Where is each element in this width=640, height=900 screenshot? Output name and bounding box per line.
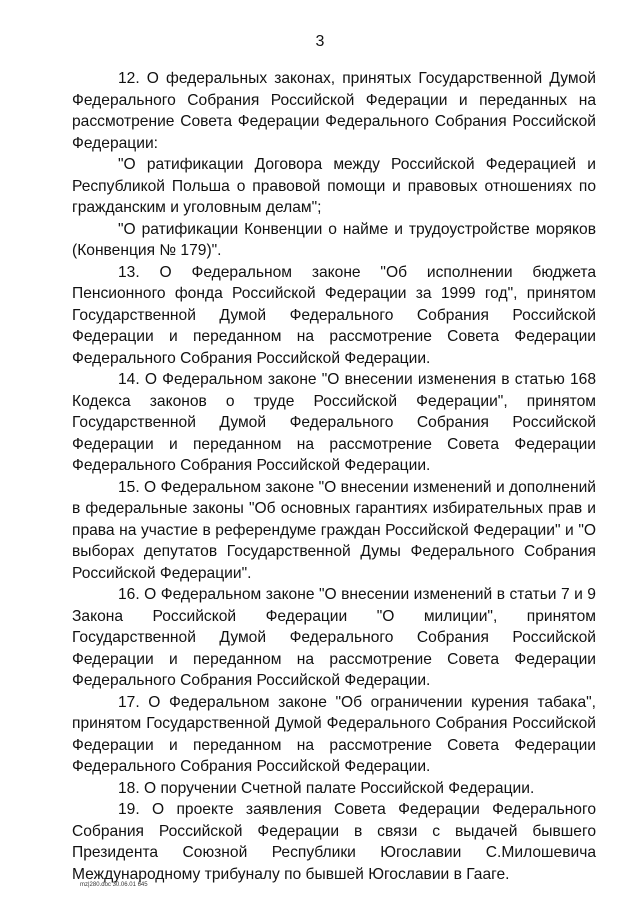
agenda-item-13: 13. О Федеральном законе "Об исполнении бюджета Пенсионного фонда Российской Федерации за 1999 год", принятом Государственной Думой Федерального Собрания Российской Федерации и переданном на рассмотрение Совета Федерации Федерального Собрания Российской Федерации. bbox=[72, 263, 596, 367]
agenda-item-12: 12. О федеральных законах, принятых Государственной Думой Федерального Собрания Российской Федерации и переданных на рассмотрение Совета Федерации Федерального Собрания Российской Федерации: bbox=[72, 70, 596, 152]
agenda-subitem-seafarers-convention: "О ратификации Конвенции о найме и трудоустройстве моряков (Конвенция № 179)". bbox=[72, 220, 596, 259]
agenda-item-14: 14. О Федеральном законе "О внесении изменения в статью 168 Кодекса законов о труде Российской Федерации", принятом Государственной Думой Федерального Собрания Российской Федерации и переданном на рассмотрение Совета Федерации Федерального Собрания Российской Федерации. bbox=[72, 371, 596, 474]
document-footer: mz|280.doc 30.06.01 645 bbox=[80, 882, 148, 888]
page-number: 3 bbox=[315, 33, 325, 50]
agenda-item-18: 18. О поручении Счетной палате Российской Федерации. bbox=[118, 779, 535, 797]
agenda-item-17: 17. О Федеральном законе "Об ограничении курения табака", принятом Государственной Думой Федерального Собрания Российской Федерации и переданном на рассмотрение Совета Федерации Федерального Собрания Российской Федерации. bbox=[72, 693, 596, 775]
agenda-item-16: 16. О Федеральном законе "О внесении изменений в статьи 7 и 9 Закона Российской Федерации "О милиции", принятом Государственной Думой Федерального Собрания Российской Федерации и переданном на рассмотрение Совета Федерации Федерального Собрания Российской Федерации. bbox=[72, 586, 596, 689]
agenda-item-15: 15. О Федеральном законе "О внесении изменений и дополнений в федеральные законы "Об основных гарантиях избирательных прав и права на участие в референдуме граждан Российской Федерации" и "О выборах депутатов Государственной Думы Федерального Собрания Российской Федерации". bbox=[72, 478, 596, 582]
agenda-subitem-poland-treaty: "О ратификации Договора между Российской Федерацией и Республикой Польша о правовой помощи и правовых отношениях по гражданским и уголовным делам"; bbox=[72, 156, 596, 216]
agenda-body bbox=[72, 68, 596, 885]
agenda-item-19: 19. О проекте заявления Совета Федерации Федерального Собрания Российской Федерации в связи с выдачей бывшего Президента Союзной Республики Югославии С.Милошевича Международному трибуналу по бывшей Югославии в Гааге. bbox=[72, 801, 596, 883]
